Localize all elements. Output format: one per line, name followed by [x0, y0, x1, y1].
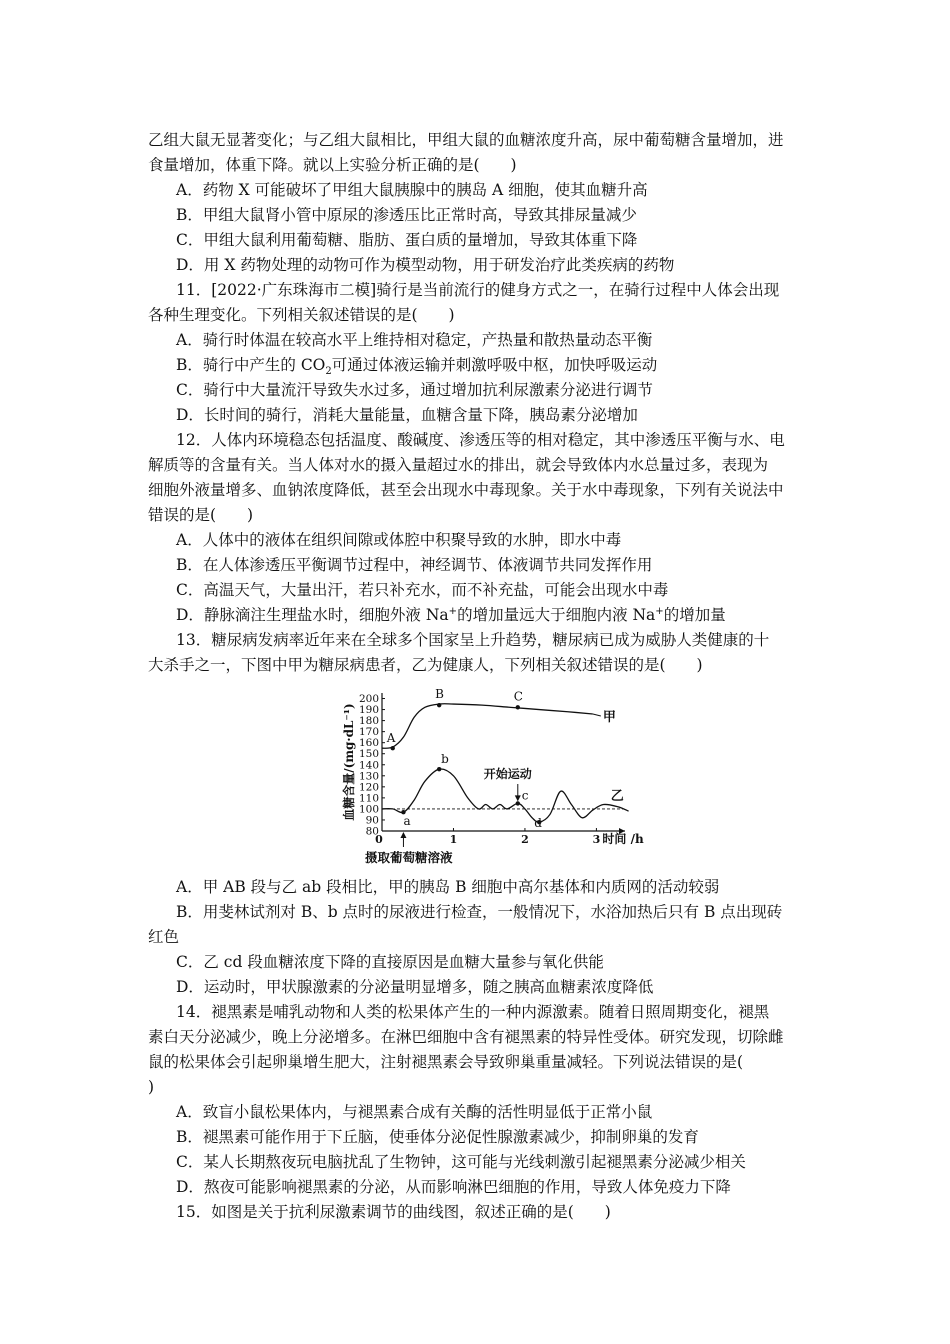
chart-lines — [382, 703, 629, 824]
point-label-a: a — [403, 814, 411, 829]
text-line: 素白天分泌减少，晚上分泌增多。在淋巴细胞中含有褪黑素的特异性受体。研究发现，切除雌 — [148, 1028, 784, 1046]
option-b: B．甲组大鼠肾小管中原尿的渗透压比正常时高，导致其排尿量减少 — [176, 206, 637, 224]
option-c: C．甲组大鼠利用葡萄糖、脂肪、蛋白质的量增加，导致其体重下降 — [176, 231, 638, 249]
point-label-A: A — [386, 731, 396, 746]
y-axis-label: 血糖含量/(mg·dL⁻¹) — [342, 703, 356, 821]
option-d: D．运动时，甲状腺激素的分泌量明显增多，随之胰高血糖素浓度降低 — [176, 978, 654, 996]
question-13: 13．糖尿病发病率近年来在全球多个国家呈上升趋势，糖尿病已成为威胁人类健康的十 — [176, 631, 770, 649]
option-c: C．乙 cd 段血糖浓度下降的直接原因是血糖大量参与氧化供能 — [176, 953, 604, 971]
question-11: 11．[2022·广东珠海市二模]骑行是当前流行的健身方式之一，在骑行过程中人体会出现 — [176, 281, 780, 299]
data-point-B — [437, 703, 441, 707]
data-point-A — [391, 746, 395, 750]
option-d: D．用 X 药物处理的动物可作为模型动物，用于研发治疗此类疾病的药物 — [176, 256, 675, 274]
question-14: 14．褪黑素是哺乳动物和人类的松果体产生的一种内源激素。随着日照周期变化，褪黑 — [176, 1003, 770, 1021]
y-tick-label: 160 — [358, 737, 379, 750]
text-line: 鼠的松果体会引起卵巢增生肥大，注射褪黑素会导致卵巢重量减轻。下列说法错误的是( — [148, 1053, 744, 1071]
point-label-d: d — [534, 816, 542, 831]
y-tick-label: 120 — [358, 781, 379, 794]
text-line: 错误的是( ) — [148, 506, 254, 524]
text-line: 细胞外液量增多、血钠浓度降低，甚至会出现水中毒现象。关于水中毒现象，下列有关说法中 — [148, 481, 784, 499]
y-tick-label: 130 — [358, 770, 379, 783]
option-a: A．甲 AB 段与乙 ab 段相比，甲的胰岛 B 细胞中高尔基体和内质网的活动较弱 — [176, 878, 720, 896]
point-label-b: b — [441, 752, 449, 767]
option-a: A．致盲小鼠松果体内，与褪黑素合成有关酶的活性明显低于正常小鼠 — [176, 1103, 653, 1121]
option-a: A．药物 X 可能破坏了甲组大鼠胰腺中的胰岛 A 细胞，使其血糖升高 — [176, 181, 648, 199]
text-line: 大杀手之一，下图中甲为糖尿病患者，乙为健康人，下列相关叙述错误的是( ) — [148, 656, 703, 674]
option-c: C．某人长期熬夜玩电脑扰乱了生物钟，这可能与光线刺激引起褪黑素分泌减少相关 — [176, 1153, 746, 1171]
text-line: 食量增加，体重下降。就以上实验分析正确的是( ) — [148, 156, 517, 174]
blood-glucose-chart — [335, 687, 644, 868]
annotation-intake: 摄取葡萄糖溶液 — [365, 850, 453, 865]
option-a: A．人体中的液体在组织间隙或体腔中积聚导致的水肿，即水中毒 — [176, 531, 622, 549]
annotation-exercise-arrowhead — [515, 795, 521, 801]
annotation-intake-arrowhead — [400, 832, 406, 838]
text-line: 红色 — [148, 928, 180, 946]
y-tick-label: 100 — [358, 803, 379, 816]
point-label-c: c — [521, 788, 529, 803]
option-c: C．骑行中大量流汗导致失水过多，通过增加抗利尿激素分泌进行调节 — [176, 381, 653, 399]
x-tick-label: 2 — [521, 833, 529, 846]
y-tick-label: 140 — [358, 759, 379, 772]
data-point-c — [516, 801, 520, 805]
text-line: ) — [148, 1078, 155, 1096]
option-b: B．褪黑素可能作用于下丘脑，使垂体分泌促性腺激素减少，抑制卵巢的发育 — [176, 1128, 699, 1146]
question-15: 15．如图是关于抗利尿激素调节的曲线图，叙述正确的是( ) — [176, 1203, 611, 1221]
x-tick-label: 1 — [449, 833, 458, 846]
y-tick-label: 110 — [358, 792, 379, 805]
option-d: D．长时间的骑行，消耗大量能量，血糖含量下降，胰岛素分泌增加 — [176, 406, 638, 424]
option-b: B．用斐林试剂对 B、b 点时的尿液进行检查，一般情况下，水浴加热后只有 B 点出现砖 — [176, 903, 783, 921]
y-tick-label: 190 — [358, 704, 379, 717]
option-c: C．高温天气，大量出汗，若只补充水，而不补充盐，可能会出现水中毒 — [176, 581, 669, 599]
x-axis-label: 时间 /h — [602, 832, 644, 846]
y-tick-label: 180 — [358, 715, 379, 728]
data-point-b — [437, 767, 441, 771]
text-line: 乙组大鼠无显著变化；与乙组大鼠相比，甲组大鼠的血糖浓度升高，尿中葡萄糖含量增加，进 — [148, 131, 784, 149]
series-label-jia: 甲 — [602, 709, 616, 725]
point-label-C: C — [513, 689, 523, 704]
option-d: D．熬夜可能影响褪黑素的分泌，从而影响淋巴细胞的作用，导致人体免疫力下降 — [176, 1178, 731, 1196]
y-tick-label: 80 — [365, 825, 379, 838]
series-label-yi: 乙 — [610, 789, 624, 805]
y-tick-label: 200 — [358, 693, 379, 706]
y-tick-label: 90 — [365, 814, 379, 827]
data-point-C — [516, 705, 520, 709]
option-a: A．骑行时体温在较高水平上维持相对稳定，产热量和散热量动态平衡 — [176, 331, 653, 349]
series-line-jia — [382, 704, 593, 749]
annotation-exercise: 开始运动 — [483, 767, 532, 781]
option-b: B．在人体渗透压平衡调节过程中，神经调节、体液调节共同发挥作用 — [176, 556, 653, 574]
question-12: 12．人体内环境稳态包括温度、酸碱度、渗透压等的相对稳定，其中渗透压平衡与水、电 — [176, 431, 785, 449]
text-line: 解质等的含量有关。当人体对水的摄入量超过水的排出，就会导致体内水总量过多，表现为 — [148, 456, 769, 474]
series-label-leader — [593, 714, 601, 716]
x-tick-label: 0 — [375, 833, 383, 846]
option-b: B．骑行中产生的 $CO_2$可通过体液运输并刺激呼吸中枢，加快呼吸运动 — [176, 356, 658, 378]
y-tick-label: 170 — [358, 726, 379, 739]
option-d: D．静脉滴注生理盐水时，细胞外液 Na+的增加量远大于细胞内液 Na+的增加量 — [176, 605, 726, 624]
point-label-B: B — [435, 687, 445, 702]
y-tick-label: 150 — [358, 748, 379, 761]
text-line: 各种生理变化。下列相关叙述错误的是( ) — [148, 306, 455, 324]
x-tick-label: 3 — [592, 833, 601, 846]
